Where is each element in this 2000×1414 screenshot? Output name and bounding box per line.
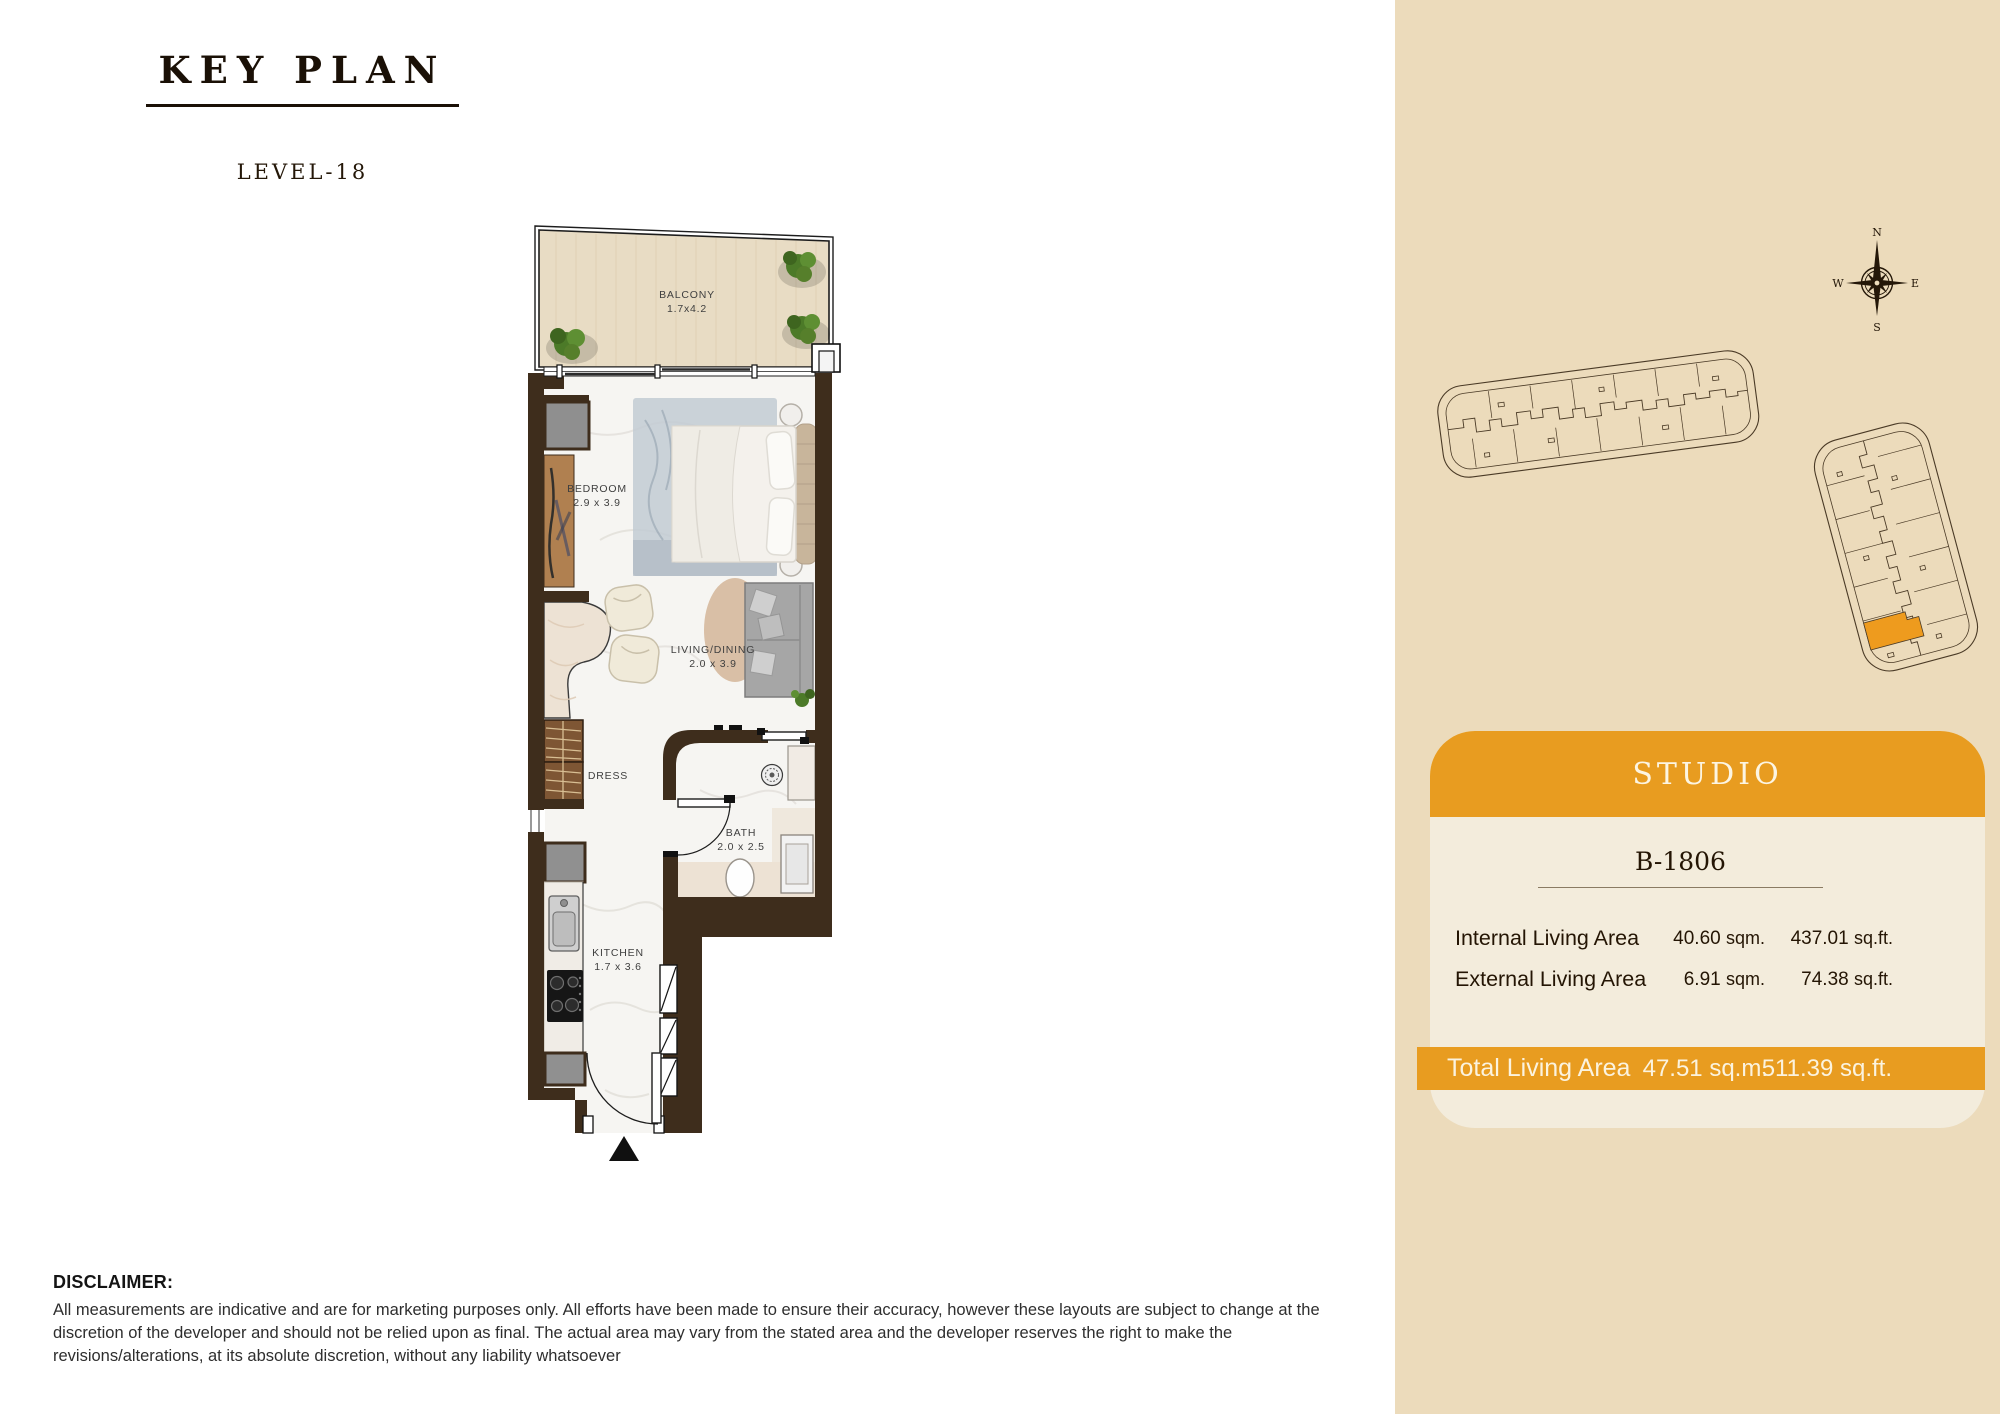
area-row-sqm: 40.60 sqm. bbox=[1673, 928, 1765, 949]
area-row-external bbox=[1430, 967, 1985, 1008]
floor-plan-svg bbox=[515, 215, 865, 1175]
total-label: Total Living Area bbox=[1447, 1054, 1631, 1082]
keyplan-building-b bbox=[1808, 417, 1984, 677]
toilet bbox=[726, 859, 754, 897]
shaft-box bbox=[545, 402, 589, 449]
keyplan-building-a bbox=[1435, 348, 1762, 481]
floor-plan bbox=[515, 215, 865, 1175]
cushion bbox=[758, 614, 784, 640]
living-label: LIVING/DINING bbox=[670, 644, 756, 656]
area-row-sqft: 74.38 sq.ft. bbox=[1801, 969, 1893, 990]
dress-wardrobe bbox=[544, 720, 583, 802]
kitchen-fixtures bbox=[544, 843, 585, 1085]
pillow bbox=[766, 497, 795, 556]
compass-east: E bbox=[1910, 277, 1920, 290]
appliance-box bbox=[545, 843, 585, 882]
compass-north: N bbox=[1872, 226, 1882, 239]
key-plan-svg bbox=[1395, 200, 2000, 720]
unit-type-label: STUDIO bbox=[1632, 756, 1783, 792]
compass-south: S bbox=[1873, 321, 1881, 334]
bedroom-label: BEDROOM bbox=[567, 483, 627, 495]
wardrobe bbox=[544, 455, 574, 587]
bedroom-furniture bbox=[633, 398, 817, 576]
area-row-label: External Living Area bbox=[1455, 967, 1647, 991]
disclaimer-body: All measurements are indicative and are for marketing purposes only. All efforts have been made to ensure their accuracy, however these layouts are subject to change at the discretion of the developer and should not be relied upon as final. The actual area may vary from the stated area and the developer reserves the right to make the revisions/alterations, at its absolute discretion, without any liability whatsoever bbox=[53, 1301, 1320, 1365]
kitchen-dims: 1.7 x 3.6 bbox=[594, 961, 642, 973]
highlighted-unit bbox=[1864, 609, 1924, 650]
key-plan-graphics bbox=[1395, 200, 2000, 720]
balcony-label: BALCONY bbox=[659, 289, 715, 301]
side-table bbox=[780, 404, 802, 426]
area-rows bbox=[1430, 926, 1985, 1008]
key-plan-title: KEY PLAN bbox=[0, 48, 605, 107]
armchair bbox=[607, 633, 660, 685]
entry-arrow-icon bbox=[609, 1136, 639, 1161]
shaft-hatch bbox=[660, 965, 677, 1096]
total-living-area-bar bbox=[1417, 1047, 1985, 1090]
bath-dims: 2.0 x 2.5 bbox=[717, 841, 765, 853]
area-row-sqm: 6.91 sqm. bbox=[1683, 969, 1765, 990]
compass-west: W bbox=[1832, 277, 1844, 290]
kitchen-label: KITCHEN bbox=[592, 947, 644, 959]
balcony-area bbox=[535, 226, 833, 370]
bath-label: BATH bbox=[725, 827, 757, 839]
area-row-label: Internal Living Area bbox=[1455, 926, 1640, 950]
pillow bbox=[766, 431, 796, 490]
appliance-box bbox=[545, 1053, 585, 1085]
area-row-sqft: 437.01 sq.ft. bbox=[1790, 928, 1893, 949]
area-row-internal bbox=[1430, 926, 1985, 967]
living-dims: 2.0 x 3.9 bbox=[689, 658, 737, 670]
compass-icon bbox=[1832, 226, 1919, 334]
dress-label: DRESS bbox=[587, 770, 629, 782]
disclaimer-heading: DISCLAIMER: bbox=[53, 1272, 174, 1292]
bedroom-dims: 2.9 x 3.9 bbox=[573, 497, 621, 509]
disclaimer bbox=[53, 1272, 1373, 1368]
balcony-dims: 1.7x4.2 bbox=[666, 303, 708, 315]
headboard bbox=[795, 424, 817, 564]
total-sqm: 47.51 sq.m. bbox=[1642, 1055, 1768, 1082]
level-label: LEVEL-18 bbox=[236, 160, 369, 184]
side-window bbox=[527, 810, 545, 832]
armchair bbox=[603, 583, 655, 633]
unit-number: B-1806 bbox=[1538, 847, 1823, 888]
niche bbox=[788, 746, 815, 800]
total-sqft: 511.39 sq.ft. bbox=[1761, 1055, 1892, 1082]
unit-type-header bbox=[1430, 731, 1985, 817]
